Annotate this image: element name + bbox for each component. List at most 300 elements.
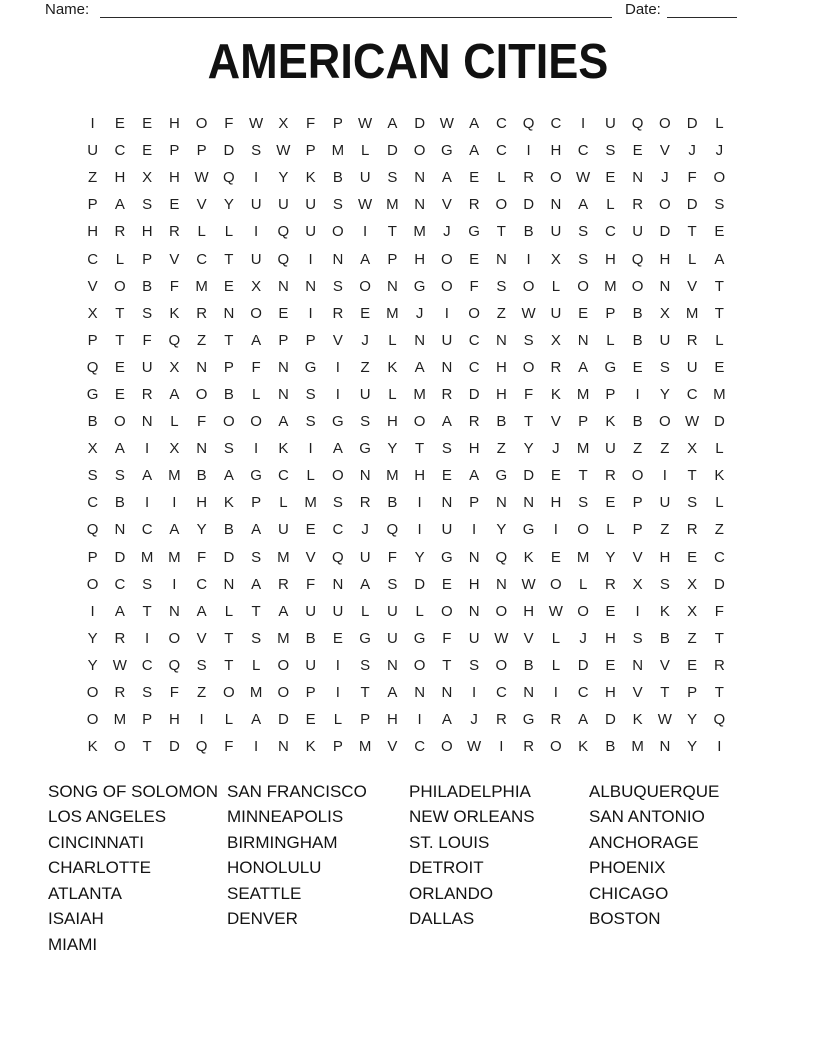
grid-letter: A	[469, 115, 480, 133]
grid-letter: O	[468, 304, 480, 322]
grid-letter: M	[713, 385, 726, 403]
grid-letter: O	[495, 602, 508, 620]
grid-letter: D	[604, 711, 616, 729]
grid-letter: C	[87, 250, 99, 268]
grid-letter: O	[577, 277, 589, 295]
grid-letter: G	[332, 413, 344, 431]
grid-letter: P	[196, 142, 207, 160]
grid-letter: A	[142, 467, 153, 485]
grid-letter: B	[659, 629, 670, 647]
grid-letter: Q	[168, 656, 181, 674]
grid-letter: S	[142, 304, 153, 322]
grid-letter: N	[632, 169, 644, 187]
grid-letter: J	[443, 223, 451, 241]
grid-letter: Q	[86, 521, 99, 539]
grid-letter: M	[631, 738, 644, 756]
grid-letter: I	[254, 169, 259, 187]
grid-letter: E	[223, 277, 234, 295]
grid-letter: Z	[660, 440, 670, 458]
grid-letter: D	[713, 575, 725, 593]
grid-letter: R	[332, 304, 344, 322]
grid-letter: H	[550, 142, 562, 160]
grid-letter: E	[114, 358, 125, 376]
grid-letter: I	[417, 711, 422, 729]
grid-letter: N	[414, 196, 426, 214]
grid-letter: S	[469, 656, 480, 674]
grid-letter: B	[305, 629, 316, 647]
grid-letter: I	[635, 385, 640, 403]
grid-letter: E	[687, 656, 698, 674]
grid-letter: H	[168, 115, 180, 133]
grid-letter: A	[387, 115, 398, 133]
grid-letter: W	[439, 115, 454, 133]
grid-letter: O	[441, 250, 453, 268]
grid-letter: T	[115, 304, 125, 322]
grid-letter: O	[550, 169, 562, 187]
grid-letter: T	[415, 440, 425, 458]
grid-letter: A	[114, 196, 125, 214]
grid-letter: H	[468, 575, 480, 593]
grid-letter: E	[142, 142, 153, 160]
grid-letter: M	[113, 711, 127, 729]
grid-letter: P	[87, 331, 98, 349]
grid-letter: N	[632, 656, 644, 674]
grid-letter: O	[659, 196, 671, 214]
grid-letter: I	[145, 629, 150, 647]
grid-letter: N	[414, 684, 426, 702]
grid-letter: X	[169, 440, 180, 458]
grid-letter: G	[304, 358, 317, 376]
grid-letter: R	[550, 358, 562, 376]
grid-letter: N	[223, 575, 235, 593]
grid-letter: M	[358, 738, 372, 756]
grid-letter: F	[306, 575, 316, 593]
grid-letter: I	[308, 440, 313, 458]
grid-letter: S	[714, 196, 725, 214]
grid-letter: E	[550, 548, 561, 566]
grid-letter: K	[387, 358, 398, 376]
grid-letter: V	[169, 250, 180, 268]
grid-letter: O	[277, 684, 290, 702]
grid-letter: E	[605, 169, 616, 187]
grid-letter: E	[605, 494, 616, 512]
grid-letter: P	[687, 684, 698, 702]
grid-letter: N	[305, 277, 317, 295]
grid-letter: K	[223, 494, 234, 512]
grid-letter: E	[305, 521, 316, 539]
grid-letter: E	[469, 250, 480, 268]
grid-letter: A	[414, 358, 425, 376]
grid-letter: H	[468, 440, 480, 458]
grid-letter: V	[196, 629, 207, 647]
grid-letter: B	[523, 656, 534, 674]
grid-letter: I	[444, 304, 449, 322]
grid-letter: X	[687, 575, 698, 593]
grid-letter: J	[470, 711, 478, 729]
grid-letter: Y	[278, 169, 289, 187]
grid-letter: B	[142, 277, 153, 295]
grid-letter: A	[360, 575, 371, 593]
grid-letter: O	[550, 738, 562, 756]
grid-letter: Z	[88, 169, 98, 187]
grid-letter: D	[713, 413, 725, 431]
grid-letter: S	[687, 494, 698, 512]
grid-letter: U	[604, 115, 616, 133]
grid-letter: R	[604, 575, 616, 593]
grid-letter: X	[687, 440, 698, 458]
grid-letter: D	[114, 548, 126, 566]
grid-letter: D	[468, 385, 480, 403]
grid-letter: A	[441, 413, 452, 431]
grid-letter: Y	[687, 711, 698, 729]
grid-letter: N	[441, 684, 453, 702]
grid-letter: G	[413, 629, 426, 647]
grid-letter: D	[686, 196, 698, 214]
grid-letter: O	[441, 277, 453, 295]
grid-letter: Z	[496, 440, 506, 458]
grid-letter: E	[632, 142, 643, 160]
grid-letter: O	[413, 413, 426, 431]
grid-letter: D	[223, 142, 235, 160]
word-list-item: ATLANTA	[48, 883, 122, 903]
grid-letter: S	[332, 494, 343, 512]
grid-letter: U	[305, 656, 317, 674]
grid-letter: W	[548, 602, 563, 620]
grid-letter: N	[414, 331, 426, 349]
grid-letter: H	[604, 684, 616, 702]
grid-letter: S	[196, 656, 207, 674]
grid-letter: W	[467, 738, 482, 756]
grid-letter: N	[277, 738, 289, 756]
grid-letter: L	[170, 413, 179, 431]
grid-letter: P	[87, 196, 98, 214]
grid-letter: B	[632, 304, 643, 322]
grid-letter: A	[251, 575, 262, 593]
grid-letter: U	[250, 250, 262, 268]
grid-letter: E	[441, 575, 452, 593]
grid-letter: T	[714, 277, 724, 295]
grid-letter: E	[714, 223, 725, 241]
grid-letter: D	[277, 711, 289, 729]
grid-letter: S	[87, 467, 98, 485]
grid-letter: M	[386, 467, 399, 485]
grid-letter: S	[223, 440, 234, 458]
grid-letter: R	[632, 196, 644, 214]
grid-letter: N	[359, 467, 371, 485]
grid-letter: C	[277, 467, 289, 485]
grid-letter: X	[87, 304, 98, 322]
grid-letter: I	[90, 115, 95, 133]
grid-letter: A	[578, 711, 589, 729]
word-list-item: MINNEAPOLIS	[227, 807, 344, 827]
grid-letter: O	[114, 413, 126, 431]
grid-letter: H	[386, 413, 398, 431]
grid-letter: Z	[687, 629, 697, 647]
grid-letter: L	[224, 223, 234, 241]
grid-letter: C	[713, 548, 725, 566]
grid-letter: N	[523, 684, 535, 702]
grid-letter: H	[87, 223, 99, 241]
grid-letter: I	[472, 684, 477, 702]
grid-letter: U	[686, 358, 698, 376]
grid-letter: I	[417, 494, 422, 512]
grid-letter: E	[605, 602, 616, 620]
grid-letter: V	[441, 196, 452, 214]
grid-letter: X	[632, 575, 643, 593]
grid-letter: A	[114, 602, 125, 620]
grid-letter: O	[195, 115, 208, 133]
grid-letter: V	[632, 684, 643, 702]
grid-letter: E	[278, 304, 289, 322]
grid-letter: T	[224, 331, 234, 349]
grid-letter: L	[306, 467, 315, 485]
grid-letter: V	[632, 548, 643, 566]
grid-letter: S	[142, 196, 153, 214]
grid-letter: F	[524, 385, 534, 403]
grid-letter: Y	[387, 440, 398, 458]
grid-letter: M	[249, 684, 263, 702]
grid-letter: T	[714, 629, 724, 647]
grid-letter: S	[578, 494, 589, 512]
grid-letter: C	[550, 115, 562, 133]
grid-letter: X	[278, 115, 289, 133]
grid-letter: H	[659, 250, 671, 268]
grid-letter: N	[495, 250, 507, 268]
grid-letter: Y	[414, 548, 425, 566]
grid-letter: H	[659, 548, 671, 566]
grid-letter: O	[114, 738, 126, 756]
grid-letter: H	[168, 711, 180, 729]
grid-letter: T	[224, 656, 234, 674]
grid-letter: M	[386, 196, 399, 214]
grid-letter: V	[332, 331, 343, 349]
grid-letter: W	[358, 196, 373, 214]
grid-letter: R	[550, 711, 562, 729]
grid-letter: C	[196, 575, 208, 593]
grid-letter: R	[441, 385, 453, 403]
grid-letter: O	[114, 277, 126, 295]
grid-letter: F	[714, 602, 724, 620]
grid-letter: C	[468, 358, 480, 376]
grid-letter: J	[688, 142, 696, 160]
grid-letter: O	[441, 602, 453, 620]
grid-letter: W	[249, 115, 264, 133]
grid-letter: L	[333, 711, 343, 729]
grid-letter: E	[550, 467, 561, 485]
grid-letter: F	[224, 115, 234, 133]
grid-letter: S	[332, 196, 343, 214]
grid-letter: A	[223, 467, 234, 485]
grid-letter: L	[551, 656, 561, 674]
grid-letter: I	[526, 250, 531, 268]
grid-letter: V	[523, 629, 534, 647]
grid-letter: R	[686, 331, 698, 349]
grid-letter: S	[387, 575, 398, 593]
grid-letter: E	[114, 385, 125, 403]
grid-letter: M	[576, 548, 590, 566]
grid-letter: E	[114, 115, 125, 133]
name-label: Name:	[45, 1, 90, 18]
grid-letter: E	[469, 169, 480, 187]
grid-letter: C	[604, 223, 616, 241]
grid-letter: O	[413, 656, 426, 674]
grid-letter: L	[224, 602, 234, 620]
grid-letter: C	[87, 494, 99, 512]
grid-letter: W	[685, 413, 700, 431]
grid-letter: R	[277, 575, 289, 593]
grid-letter: L	[578, 575, 588, 593]
grid-letter: I	[308, 250, 313, 268]
grid-letter: L	[197, 223, 206, 241]
grid-letter: Y	[659, 385, 670, 403]
grid-letter: C	[196, 250, 208, 268]
grid-letter: B	[87, 413, 98, 431]
word-list-item: PHILADELPHIA	[409, 782, 531, 801]
grid-letter: R	[604, 467, 616, 485]
puzzle-title: AMERICAN CITIES	[207, 35, 609, 89]
word-list-item: MIAMI	[48, 934, 98, 954]
grid-letter: M	[168, 467, 181, 485]
grid-letter: B	[523, 223, 534, 241]
grid-letter: H	[114, 169, 126, 187]
grid-letter: W	[521, 304, 536, 322]
grid-letter: B	[632, 413, 643, 431]
grid-letter: N	[659, 277, 671, 295]
grid-letter: H	[495, 385, 507, 403]
grid-letter: Y	[523, 440, 534, 458]
grid-letter: D	[523, 467, 535, 485]
grid-letter: H	[168, 169, 180, 187]
grid-letter: U	[659, 331, 671, 349]
grid-letter: S	[360, 413, 371, 431]
grid-letter: O	[522, 358, 535, 376]
grid-letter: W	[276, 142, 291, 160]
grid-letter: P	[632, 494, 643, 512]
grid-letter: V	[659, 656, 670, 674]
grid-letter: V	[87, 277, 98, 295]
grid-letter: I	[363, 223, 368, 241]
grid-letter: T	[142, 602, 152, 620]
grid-letter: D	[414, 575, 426, 593]
grid-letter: I	[662, 467, 667, 485]
grid-letter: O	[86, 684, 99, 702]
grid-letter: Z	[360, 358, 370, 376]
grid-letter: W	[521, 575, 536, 593]
grid-letter: A	[578, 196, 589, 214]
grid-letter: X	[659, 304, 670, 322]
grid-letter: Y	[605, 548, 616, 566]
grid-letter: Z	[197, 684, 207, 702]
grid-letter: T	[115, 331, 125, 349]
grid-letter: S	[251, 629, 262, 647]
word-list-item: PHOENIX	[589, 858, 666, 878]
grid-letter: A	[714, 250, 725, 268]
grid-letter: D	[686, 115, 698, 133]
grid-letter: M	[195, 277, 208, 295]
grid-letter: M	[413, 223, 426, 241]
grid-letter: B	[114, 494, 125, 512]
grid-letter: M	[576, 385, 590, 403]
grid-letter: N	[141, 413, 153, 431]
grid-letter: J	[552, 440, 560, 458]
grid-letter: B	[223, 521, 234, 539]
grid-letter: Z	[633, 440, 643, 458]
grid-letter: R	[495, 711, 507, 729]
grid-letter: E	[632, 358, 643, 376]
word-list-item: ALBUQUERQUE	[589, 782, 720, 801]
grid-letter: E	[169, 196, 180, 214]
grid-letter: U	[604, 440, 616, 458]
grid-letter: N	[495, 494, 507, 512]
grid-letter: I	[553, 684, 558, 702]
grid-letter: M	[685, 304, 699, 322]
grid-letter: O	[359, 277, 371, 295]
word-list-item: DALLAS	[409, 909, 475, 929]
grid-letter: G	[441, 142, 453, 160]
grid-letter: V	[305, 548, 316, 566]
grid-letter: T	[578, 467, 588, 485]
grid-letter: P	[305, 684, 316, 702]
grid-letter: O	[195, 385, 208, 403]
grid-letter: W	[194, 169, 209, 187]
grid-letter: P	[251, 494, 262, 512]
grid-letter: P	[223, 358, 234, 376]
word-list-item: ISAIAH	[48, 909, 104, 929]
grid-letter: H	[414, 250, 426, 268]
grid-letter: M	[413, 385, 426, 403]
grid-letter: Z	[660, 521, 670, 539]
grid-letter: L	[551, 277, 561, 295]
grid-letter: G	[522, 521, 535, 539]
grid-letter: A	[578, 358, 589, 376]
grid-letter: T	[687, 467, 697, 485]
grid-letter: N	[468, 548, 480, 566]
grid-letter: O	[332, 223, 344, 241]
grid-letter: B	[223, 385, 234, 403]
grid-letter: Q	[277, 250, 290, 268]
grid-letter: A	[196, 602, 207, 620]
grid-letter: J	[361, 521, 369, 539]
grid-letter: T	[660, 684, 670, 702]
grid-letter: T	[387, 223, 397, 241]
grid-letter: A	[469, 142, 480, 160]
grid-letter: J	[715, 142, 724, 160]
grid-letter: F	[442, 629, 452, 647]
grid-letter: Q	[631, 250, 644, 268]
grid-letter: V	[550, 413, 561, 431]
grid-letter: F	[387, 548, 397, 566]
grid-letter: K	[659, 602, 670, 620]
grid-letter: A	[469, 467, 480, 485]
grid-letter: O	[250, 304, 262, 322]
grid-letter: U	[386, 629, 398, 647]
grid-letter: O	[550, 575, 562, 593]
grid-letter: O	[495, 196, 508, 214]
date-label: Date:	[625, 1, 661, 18]
word-list-item: SAN ANTONIO	[589, 807, 705, 827]
grid-letter: I	[553, 521, 558, 539]
grid-letter: X	[687, 602, 698, 620]
grid-letter: C	[468, 331, 480, 349]
grid-letter: Q	[195, 738, 208, 756]
grid-letter: I	[308, 304, 313, 322]
grid-letter: M	[277, 548, 290, 566]
grid-letter: G	[441, 548, 453, 566]
grid-letter: U	[386, 602, 398, 620]
grid-letter: N	[577, 331, 589, 349]
grid-letter: L	[687, 250, 697, 268]
grid-letter: V	[659, 142, 670, 160]
